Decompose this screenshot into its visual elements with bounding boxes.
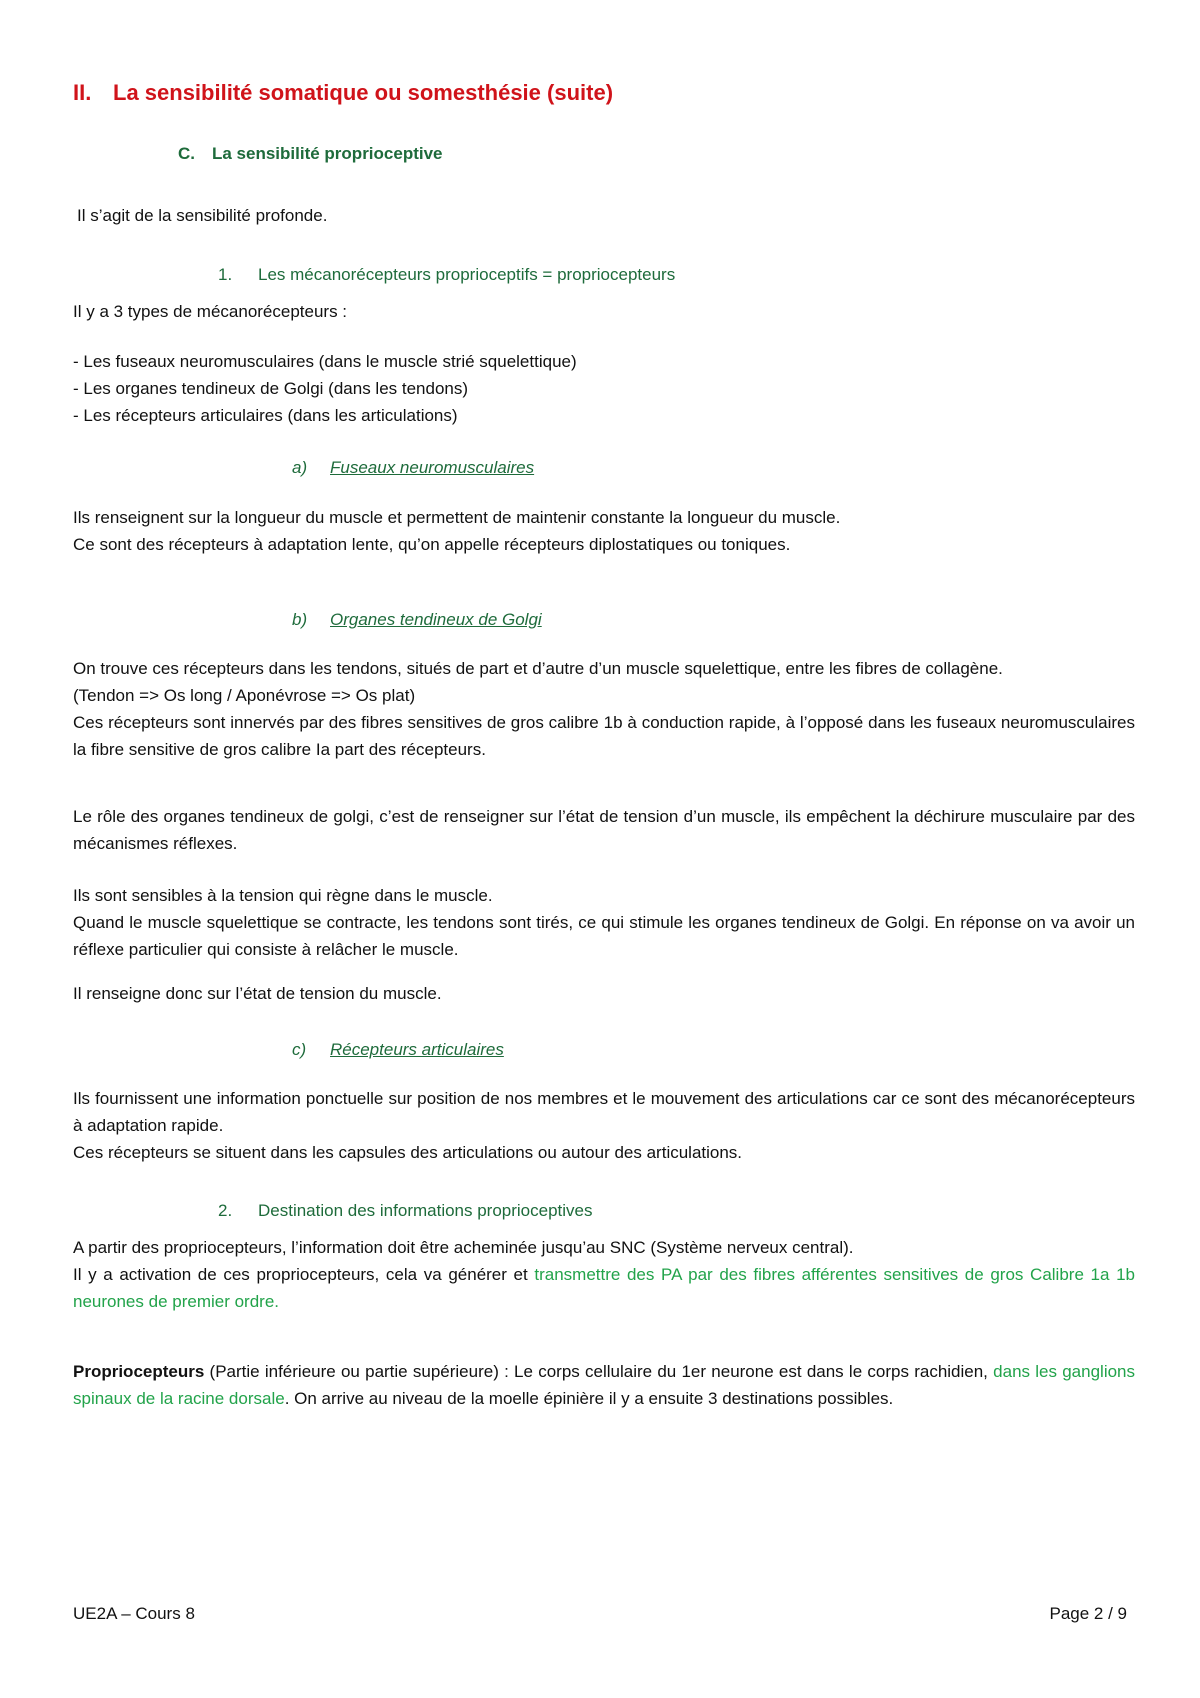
subheading-c-title: Récepteurs articulaires xyxy=(330,1040,504,1059)
text-line: Quand le muscle squelettique se contracte, les tendons sont tirés, ce qui stimule les organes tendineux de Golgi. En réponse on va avoir un réflexe particulier qui consiste à relâcher le muscle. xyxy=(73,913,1135,959)
subsection-number: C. xyxy=(178,144,195,163)
section-number: II. xyxy=(73,80,92,105)
part1-number: 1. xyxy=(218,265,233,284)
section-title: La sensibilité somatique ou somesthésie (suite) xyxy=(113,80,614,105)
text-span: Il y a activation de ces propriocepteurs, cela va générer et xyxy=(73,1265,535,1284)
section-heading xyxy=(73,78,1135,108)
text-line: (Tendon => Os long / Aponévrose => Os plat) xyxy=(73,686,416,705)
paragraph-b-3 xyxy=(73,882,1135,963)
text-line: Ces récepteurs sont innervés par des fibres sensitives de gros calibre 1b à conduction rapide, à l’opposé dans les fuseaux neuromusculaires la fibre sensitive de gros calibre Ia part des récepteurs. xyxy=(73,713,1135,759)
text-span: (Partie inférieure ou partie supérieure) : Le corps cellulaire du 1er neurone est dans le corps rachidien, xyxy=(204,1362,994,1381)
subsection-title: La sensibilité proprioceptive xyxy=(212,144,443,163)
subheading-c xyxy=(292,1036,1092,1063)
subheading-a-letter: a) xyxy=(292,458,308,477)
footer-page-number: Page 2 / 9 xyxy=(1049,1604,1127,1623)
paragraph-2-2 xyxy=(73,1358,1135,1412)
receptor-list xyxy=(73,348,1135,429)
text-line: Ce sont des récepteurs à adaptation lente, qu’on appelle récepteurs diplostatiques ou toniques. xyxy=(73,535,791,554)
part2-title: Destination des informations proprioceptives xyxy=(258,1201,593,1220)
text-line: Ils fournissent une information ponctuelle sur position de nos membres et le mouvement des articulations car ce sont des mécanorécepteurs à adaptation rapide. xyxy=(73,1089,1135,1135)
part2-heading xyxy=(218,1197,1118,1224)
text-line: Ils sont sensibles à la tension qui règne dans le muscle. xyxy=(73,886,493,905)
highlight-text: transmettre des PA par des fibres afférentes sensitives de gros Calibre 1a 1b neurones de premier ordre. xyxy=(73,1265,1135,1311)
subheading-b xyxy=(292,606,1092,633)
subsection-heading xyxy=(178,140,1078,167)
bold-term: Propriocepteurs xyxy=(73,1362,205,1381)
part1-heading xyxy=(218,261,1118,288)
text-span: . On arrive au niveau de la moelle épinière il y a ensuite 3 destinations possibles. xyxy=(284,1389,894,1408)
list-item: - Les organes tendineux de Golgi (dans les tendons) xyxy=(73,379,469,398)
part1-lead: Il y a 3 types de mécanorécepteurs : xyxy=(73,302,348,321)
subheading-b-letter: b) xyxy=(292,610,308,629)
text-line: Ces récepteurs se situent dans les capsules des articulations ou autour des articulations. xyxy=(73,1143,743,1162)
highlight-text: dans les ganglions spinaux de la racine dorsale xyxy=(73,1362,1136,1408)
subheading-a xyxy=(292,454,1092,481)
paragraph-b-1 xyxy=(73,655,1135,763)
paragraph-2-1 xyxy=(73,1234,1135,1315)
footer-course: UE2A – Cours 8 xyxy=(73,1604,195,1623)
text-line xyxy=(73,1261,1135,1315)
paragraph-b-4: Il renseigne donc sur l’état de tension du muscle. xyxy=(73,984,442,1003)
paragraph-b-2: Le rôle des organes tendineux de golgi, c’est de renseigner sur l’état de tension d’un muscle, ils empêchent la déchirure musculaire par des mécanismes réflexes. xyxy=(73,807,1135,853)
list-item: - Les fuseaux neuromusculaires (dans le muscle strié squelettique) xyxy=(73,352,577,371)
paragraph-a xyxy=(73,504,1135,558)
subheading-b-title: Organes tendineux de Golgi xyxy=(330,610,542,629)
text-line: Ils renseignent sur la longueur du muscle et permettent de maintenir constante la longueur du muscle. xyxy=(73,508,841,527)
part1-title: Les mécanorécepteurs proprioceptifs = propriocepteurs xyxy=(258,265,676,284)
part2-number: 2. xyxy=(218,1201,233,1220)
paragraph-c xyxy=(73,1085,1135,1166)
list-item: - Les récepteurs articulaires (dans les articulations) xyxy=(73,406,458,425)
intro-text: Il s’agit de la sensibilité profonde. xyxy=(77,206,328,225)
text-line: On trouve ces récepteurs dans les tendons, situés de part et d’autre d’un muscle squelettique, entre les fibres de collagène. xyxy=(73,659,1003,678)
text-line: A partir des propriocepteurs, l’information doit être acheminée jusqu’au SNC (Système nerveux central). xyxy=(73,1238,854,1257)
subheading-c-letter: c) xyxy=(292,1040,307,1059)
subheading-a-title: Fuseaux neuromusculaires xyxy=(330,458,535,477)
